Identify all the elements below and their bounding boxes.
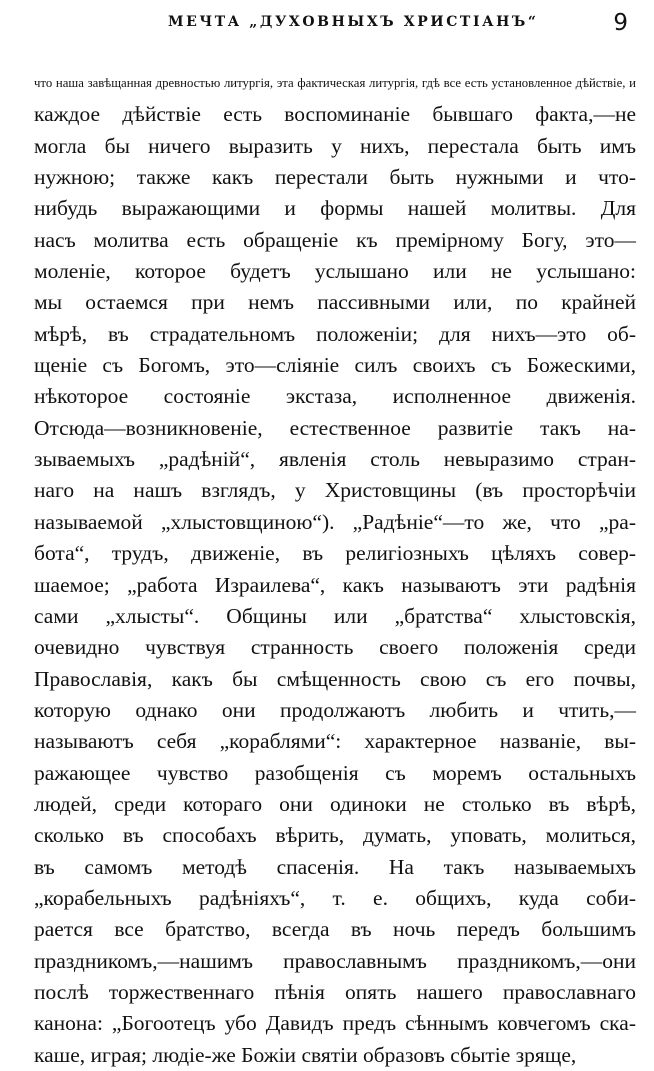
running-title: МЕЧТА „ДУХОВНЫХЪ ХРИСТІАНЪ“ xyxy=(168,14,539,30)
text-line: Отсюда—возникновеніе, естественное развитіе такъ на- xyxy=(34,415,636,440)
text-line: мы остаемся при немъ пассивными или, по крайней xyxy=(34,290,636,315)
text-line: сколько въ способахъ вѣрить, думать, уповать, молиться, xyxy=(34,823,636,848)
text-line: нибудь выражающими и формы нашей молитвы. Для xyxy=(34,196,636,221)
text-line: праздникомъ,—нашимъ православнымъ праздникомъ,—они xyxy=(34,948,636,973)
text-line: ражающее чувство разобщенія съ моремъ остальныхъ xyxy=(34,760,636,785)
text-line: моленіе, которое будетъ услышано или не услышано: xyxy=(34,259,636,284)
text-line: „корабельныхъ радѣніяхъ“, т. е. общихъ, куда соби- xyxy=(34,885,636,910)
text-line: рается все братство, всегда въ ночь передъ большимъ xyxy=(34,917,636,942)
running-header xyxy=(34,10,640,40)
text-line: зываемыхъ „радѣній“, явленія столь невыразимо стран- xyxy=(34,447,636,472)
text-line: щеніе съ Богомъ, это—сліяніе силъ своихъ съ Божескими, xyxy=(34,353,636,378)
text-line: послѣ торжественнаго пѣнія опять нашего православнаго xyxy=(34,979,636,1004)
text-line: что наша завѣщанная древностью литургія, эта фактическая литургія, гдѣ все есть установленное дѣйствіе, и xyxy=(34,76,636,90)
text-line: бота“, трудъ, движеніе, въ религіозныхъ цѣляхъ совер- xyxy=(34,541,636,566)
text-line: нѣкоторое состояніе экстаза, исполненное движенія. xyxy=(34,384,636,409)
text-line: шаемое; „работа Израилева“, какъ называютъ эти радѣнія xyxy=(34,572,636,597)
text-line: мѣрѣ, въ страдательномъ положеніи; для нихъ—это об- xyxy=(34,321,636,346)
body-text xyxy=(34,68,636,1071)
text-line: насъ молитва есть обращеніе къ премірному Богу, это— xyxy=(34,227,636,252)
text-line: каше, играя; людіе-же Божіи святіи образовъ сбытіе зряще, xyxy=(34,1042,577,1067)
text-line: наго на нашъ взглядъ, у Христовщины (въ просторѣчіи xyxy=(34,478,636,503)
text-line: Православія, какъ бы смѣщенность свою съ его почвы, xyxy=(34,666,636,691)
text-line: нужною; также какъ перестали быть нужными и что- xyxy=(34,165,636,190)
text-line: каждое дѣйствіе есть воспоминаніе бывшаго факта,—не xyxy=(34,102,636,127)
text-line: сами „хлысты“. Общины или „братства“ хлыстовскія, xyxy=(34,603,636,628)
text-line: которую однако они продолжаютъ любить и чтить,— xyxy=(34,697,636,722)
page-number: 9 xyxy=(613,10,628,36)
text-line: называемой „хлыстовщиною“). „Радѣніе“—то же, что „ра- xyxy=(34,509,636,534)
text-line: людей, среди котораго они одиноки не столько въ вѣрѣ, xyxy=(34,791,636,816)
text-line: въ самомъ методѣ спасенія. На такъ называемыхъ xyxy=(34,854,636,879)
text-line: могла бы ничего выразить у нихъ, перестала быть имъ xyxy=(34,133,636,158)
text-line: называютъ себя „кораблями“: характерное названіе, вы- xyxy=(34,729,636,754)
text-line: канона: „Богоотецъ убо Давидъ предъ сѣннымъ ковчегомъ ска- xyxy=(34,1011,636,1036)
text-line: очевидно чувствуя странность своего положенія среди xyxy=(34,635,636,660)
